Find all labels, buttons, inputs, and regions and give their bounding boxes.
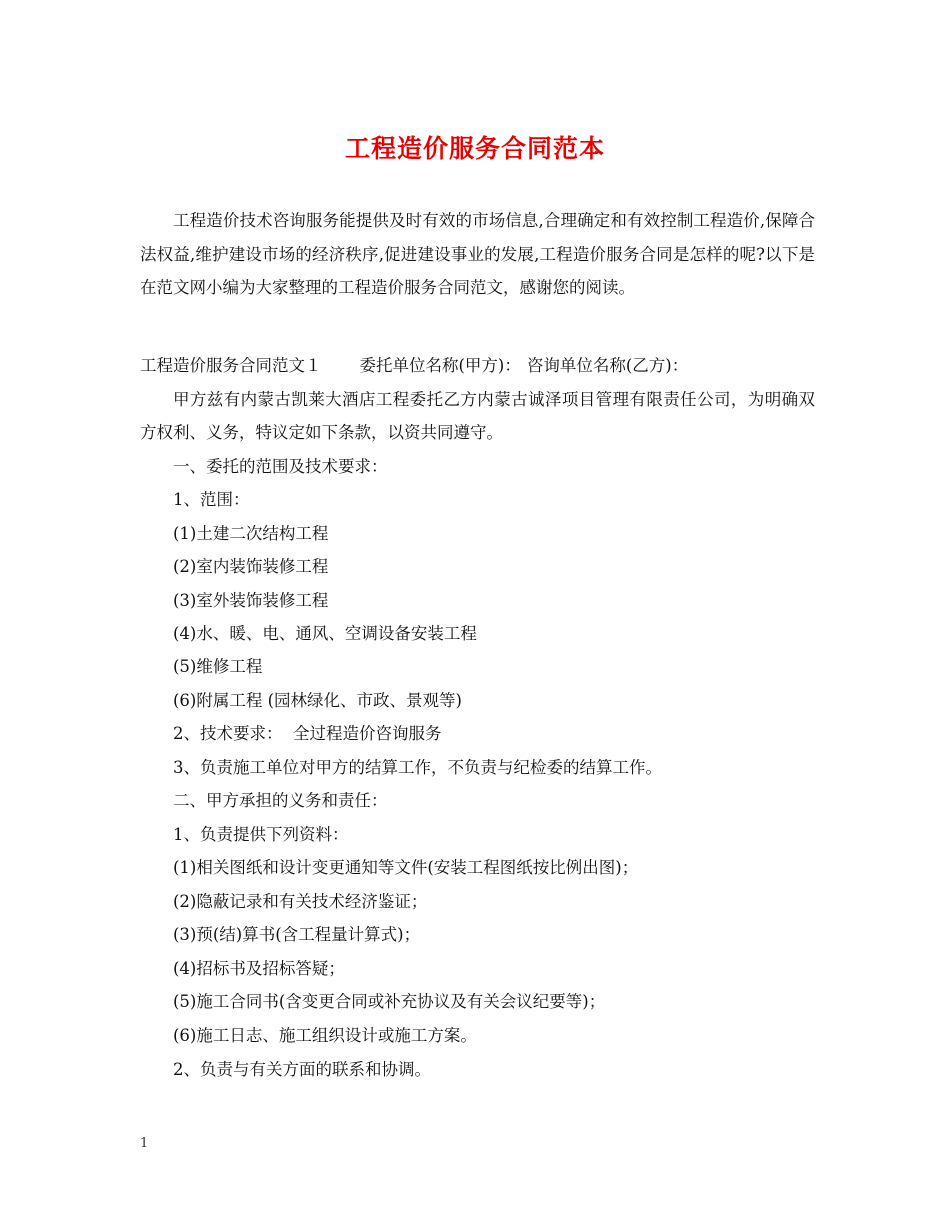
clause-line: (2)室内装饰装修工程	[173, 557, 329, 576]
clause-line: (3)预(结)算书(含工程量计算式)；	[173, 925, 421, 944]
clause-line: 二、甲方承担的义务和责任：	[173, 791, 388, 810]
clause-line: (6)附属工程 (园林绿化、市政、景观等)	[173, 691, 462, 710]
clause-line: (4)招标书及招标答疑；	[173, 959, 345, 978]
intro-paragraph: 工程造价技术咨询服务能提供及时有效的市场信息,合理确定和有效控制工程造价,保障合法权益,维护建设市场的经济秩序,促进建设事业的发展,工程造价服务合同是怎样的呢?以下是在范文网小编为大家整理的工程造价服务合同范文，感谢您的阅读。	[140, 211, 815, 297]
sample-heading: 工程造价服务合同范文１	[140, 356, 322, 375]
clause-line: 一、委托的范围及技术要求：	[173, 457, 388, 476]
entrustment-paragraph: 甲方兹有内蒙古凯莱大酒店工程委托乙方内蒙古诚泽项目管理有限责任公司，为明确双方权利、义务，特议定如下条款，以资共同遵守。	[140, 390, 815, 442]
clause-line: (1)相关图纸和设计变更通知等文件(安装工程图纸按比例出图)；	[173, 858, 639, 877]
party-a-label: 委托单位名称(甲方)：	[359, 356, 521, 375]
sample-heading-line	[140, 349, 830, 382]
clause-line: (2)隐蔽记录和有关技术经济鉴证；	[173, 892, 428, 911]
party-b-label: 咨询单位名称(乙方)：	[526, 356, 689, 375]
clause-line: (4)水、暖、电、通风、空调设备安装工程	[173, 624, 477, 643]
clause-line: 3、负责施工单位对甲方的结算工作，不负责与纪检委的结算工作。	[173, 758, 662, 777]
clause-line: 1、范围：	[173, 490, 250, 509]
clause-line: (3)室外装饰装修工程	[173, 591, 329, 610]
clause-line: (6)施工日志、施工组织设计或施工方案。	[173, 1026, 477, 1045]
clause-line: (5)施工合同书(含变更合同或补充协议及有关会议纪要等)；	[173, 992, 606, 1011]
document-title: 工程造价服务合同范本	[344, 134, 605, 163]
page-number: 1	[140, 1136, 149, 1151]
clause-line: 2、技术要求： 全过程造价咨询服务	[173, 724, 442, 743]
clause-line: 2、负责与有关方面的联系和协调。	[173, 1060, 431, 1079]
clause-line: 1、负责提供下列资料：	[173, 825, 349, 844]
clause-line: (1)土建二次结构工程	[173, 524, 329, 543]
clause-line: (5)维修工程	[173, 657, 263, 676]
